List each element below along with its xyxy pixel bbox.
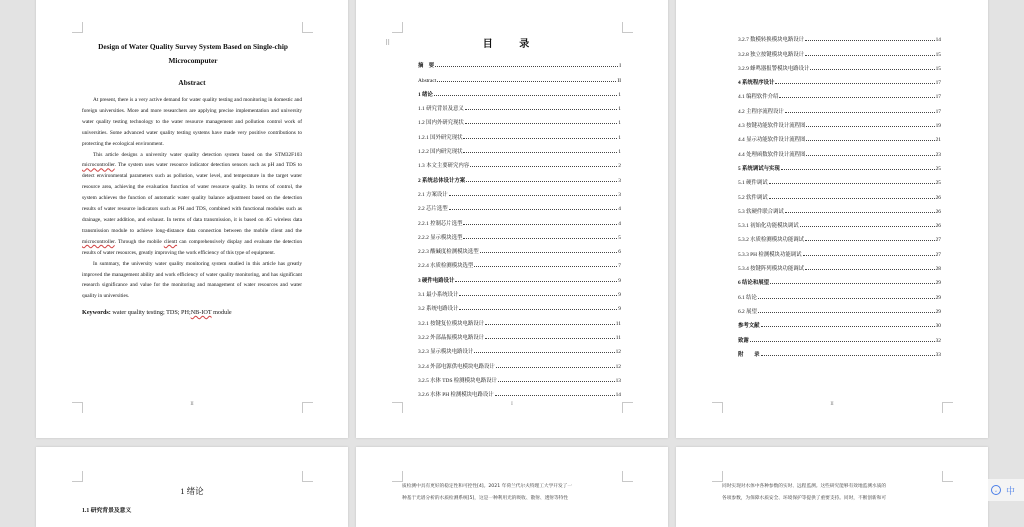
toc-entry-page: 29 [935, 280, 941, 287]
toc-entry-page: 1 [618, 134, 621, 141]
toc-entry-label: 3.2.3 显示模块电路设计 [418, 349, 474, 356]
toc-entry[interactable] [738, 215, 941, 229]
toc-leader-dots [437, 81, 616, 82]
margin-corner-mark [622, 471, 633, 482]
toc-entry[interactable] [738, 286, 941, 300]
toc-leader-dots [463, 238, 617, 239]
page-toc-1 [356, 0, 668, 438]
margin-corner-mark [942, 471, 953, 482]
toc-entry-label: 1.2.1 国外研究现状 [418, 134, 463, 141]
abstract-heading: Abstract [178, 78, 206, 87]
toc-entry-label: 5.3 软硬件联合调试 [738, 208, 784, 215]
toc-entry-page: 15 [935, 65, 941, 72]
toc-entry-page: 17 [935, 94, 941, 101]
spellcheck-flagged-word[interactable]: microcontroller [82, 162, 115, 169]
toc-entry-label: 4 系统程序设计 [738, 80, 775, 87]
toc-leader-dots [805, 40, 935, 41]
toc-leader-dots [758, 312, 935, 313]
toc-entry[interactable] [418, 112, 621, 126]
text-line: 种基于光谱分析的水质检测系统[5]，这是一种利用光的吸收、散射、透射等特性 [402, 495, 569, 501]
toc-entry-page: 9 [618, 277, 621, 284]
toc-entry[interactable] [738, 29, 941, 43]
toc-leader-dots [463, 224, 617, 225]
abstract-paragraph: In summary, the university water quality monitoring system studied in this article has greatly improved the management ability and work efficiency of water quality monitoring, and has significant research significance and value for the monitoring and management of water resources and water quality in universities. [82, 260, 302, 300]
toc-leader-dots [769, 198, 935, 199]
toc-entry-label: 1.2 国内外研究现状 [418, 120, 464, 127]
toc-leader-dots [434, 95, 617, 96]
toc-entry-label: 2.2.1 控制芯片选型 [418, 220, 463, 227]
toc-leader-dots [781, 169, 935, 170]
toc-entry[interactable] [738, 344, 941, 358]
toc-entry[interactable] [738, 172, 941, 186]
toc-entry-label: 1.3 本文主要研究内容 [418, 163, 470, 170]
toc-entry-page: 26 [935, 208, 941, 215]
toc-entry-label: 1.1 研究背景及意义 [418, 106, 464, 113]
toc-leader-dots [435, 66, 618, 67]
toc-leader-dots [465, 109, 617, 110]
toc-entry[interactable] [418, 198, 621, 212]
toc-entry-page: 1 [618, 106, 621, 113]
toc-entry[interactable] [738, 329, 941, 343]
toc-leader-dots [800, 226, 935, 227]
toc-entry-label: 3 硬件电路设计 [418, 277, 455, 284]
toc-entry-label: 1 绪论 [418, 91, 433, 98]
toc-entry-page: 1 [618, 91, 621, 98]
toc-entry[interactable] [418, 341, 621, 355]
toc-entry[interactable] [418, 84, 621, 98]
toc-leader-dots [806, 155, 934, 156]
toc-leader-dots [480, 252, 618, 253]
page-body-text [676, 447, 988, 527]
toc-entry[interactable] [738, 158, 941, 172]
toc-leader-dots [785, 212, 935, 213]
toc-entry-label: 5.1 硬件调试 [738, 180, 768, 187]
toc-entry-page: 26 [935, 223, 941, 230]
toc-leader-dots [485, 324, 615, 325]
toc-entry[interactable] [738, 58, 941, 72]
toc-entry[interactable] [418, 370, 621, 384]
toc-entry-page: 4 [618, 206, 621, 213]
toc-entry[interactable] [738, 186, 941, 200]
toc-leader-dots [805, 55, 935, 56]
toc-entry-page: 7 [618, 263, 621, 270]
text-line: 同时实现对水体中各种参数的实时、远程监测。这些研究能够有效地监测水质的 [722, 484, 887, 489]
toc-leader-dots [803, 255, 935, 256]
toc-list [738, 29, 941, 358]
toc-entry-page: 21 [935, 137, 941, 144]
toc-entry-label: 3.2.5 水体 TDS 检测模块电路设计 [418, 377, 497, 384]
toc-entry[interactable] [418, 227, 621, 241]
toc-entry[interactable] [738, 201, 941, 215]
toc-entry-page: 33 [935, 351, 941, 358]
keywords-label: Keywords: [82, 309, 111, 317]
toc-entry-label: 3.2.4 外部电源供电模块电路设计 [418, 363, 495, 370]
toc-entry[interactable] [418, 355, 621, 369]
toc-leader-dots [775, 83, 934, 84]
document-title: Design of Water Quality Survey System Based on Single-chip Microcomputer [98, 42, 288, 65]
toc-entry-label: 1.2.2 国内研究现状 [418, 149, 463, 156]
toc-leader-dots [806, 140, 934, 141]
text-run: . The system uses water resource indicator detection sensors such as pH and TDS to detect environmental parameters such as pollution, water level, and temperature in the target water resource area, achieving the evaluation function of water resource quality. In terms of control, the system achieves the function of automatic water quality balance adjustment based on the detection results of water resource indicators such as PH and TDS, combined with functional modules such as drainage, water addition, and exhaust. In terms of data transmission, it is based on 4G wireless data transmission module to achieve long-distance data connection between the mobile client and the [82, 162, 302, 234]
toc-entry[interactable] [738, 129, 941, 143]
toc-entry-page: 17 [935, 108, 941, 115]
toc-leader-dots [805, 240, 935, 241]
spellcheck-flagged-word[interactable]: clientt [163, 238, 178, 245]
toc-entry-page: 3 [618, 191, 621, 198]
text-line: 各项参数，为保障水质安全、环境保护等提供了重要支持。同时，不断创新和可 [722, 495, 887, 501]
toc-leader-dots [485, 338, 615, 339]
toc-leader-dots [459, 309, 617, 310]
text-run: This article designs a university water quality detection system based on the STM32F103 [93, 151, 302, 158]
toc-entry-label: 4.1 编程软件介绍 [738, 94, 779, 101]
toc-entry[interactable] [738, 229, 941, 243]
toc-entry-label: 参考文献 [738, 323, 760, 330]
toc-leader-dots [498, 381, 615, 382]
text-run: . Through the mobile [114, 238, 164, 245]
toc-entry-label: 2.2.2 显示模块选型 [418, 234, 463, 241]
page-toc-2 [676, 0, 988, 438]
page-number: I [511, 402, 513, 407]
toc-entry-label: 3.1 最小系统设计 [418, 292, 459, 299]
toc-leader-dots [470, 166, 617, 167]
toc-entry-label: 4.4 显示功能软件设计流程图 [738, 137, 806, 144]
text-line: 质检测中具有更好的稳定性和可控性[4]。2021 年荷兰代尔夫特理工大学开发了一 [402, 484, 573, 489]
toc-leader-dots [455, 281, 617, 282]
toc-entry-label: 5.3.2 水质检测模块功能调试 [738, 237, 805, 244]
toc-entry-page: 19 [935, 123, 941, 130]
toc-entry-label: 3.2.7 数模转换模块电路设计 [738, 37, 805, 44]
keywords-text: module [211, 309, 232, 317]
toc-entry[interactable] [738, 43, 941, 57]
toc-entry-label: 6.1 结论 [738, 294, 757, 301]
toc-leader-dots [465, 123, 617, 124]
toc-entry-label: 2.2 芯片选型 [418, 206, 448, 213]
toc-entry-label: Abstract [418, 77, 437, 84]
toc-entry-label: 2.2.3 酸碱度检测模块选型 [418, 249, 479, 256]
toc-entry-page: 9 [618, 306, 621, 313]
toc-leader-dots [496, 367, 615, 368]
toc-entry-label: 6 结论和展望 [738, 280, 769, 287]
toc-entry-page: 1 [618, 149, 621, 156]
toc-entry[interactable] [738, 86, 941, 100]
toc-entry[interactable] [738, 72, 941, 86]
toc-entry-page: 13 [615, 377, 621, 384]
toc-leader-dots [761, 355, 935, 356]
toc-list [418, 55, 621, 398]
toc-entry-page: 9 [618, 292, 621, 299]
toc-title: 目 录 [482, 39, 542, 50]
margin-corner-mark [302, 471, 313, 482]
toc-entry-page: 25 [935, 180, 941, 187]
toc-entry[interactable] [738, 115, 941, 129]
toc-leader-dots [495, 395, 615, 396]
toc-entry-label: 5.3.1 初始化功能模块调试 [738, 223, 799, 230]
toc-entry-label: 4.3 按键功能软件设计流程图 [738, 123, 806, 130]
toc-leader-dots [785, 112, 935, 113]
ime-indicator[interactable] [988, 479, 1024, 501]
toc-entry[interactable] [418, 269, 621, 283]
toc-entry-page: 14 [935, 37, 941, 44]
toc-entry-label: 5.3.4 按键阵列模块功能调试 [738, 266, 805, 273]
toc-entry[interactable] [418, 384, 621, 398]
spellcheck-flagged-word[interactable]: NB-IOT [190, 309, 212, 317]
chapter-heading: 1 绪论 [180, 486, 204, 496]
toc-entry-page: 5 [618, 234, 621, 241]
toc-entry[interactable] [418, 98, 621, 112]
section-heading: 1.1 研究背景及意义 [82, 508, 132, 514]
toc-entry-page: 23 [935, 151, 941, 158]
toc-entry[interactable] [418, 126, 621, 140]
toc-entry-page: 3 [618, 177, 621, 184]
toc-entry-page: 12 [615, 363, 621, 370]
toc-entry-label: 2.1 方案设计 [418, 191, 448, 198]
toc-leader-dots [770, 283, 935, 284]
page-chapter-1 [36, 447, 348, 527]
margin-corner-mark [72, 22, 83, 33]
toc-entry[interactable] [418, 169, 621, 183]
toc-leader-dots [463, 138, 617, 139]
toc-entry-page: I [619, 63, 621, 70]
toc-entry[interactable] [738, 315, 941, 329]
toc-entry-label: 附 录 [738, 351, 760, 358]
toc-leader-dots [750, 341, 935, 342]
toc-entry-page: 25 [935, 165, 941, 172]
toc-entry-page: 26 [935, 194, 941, 201]
margin-corner-mark [72, 471, 83, 482]
toc-entry-label: 2.2.4 水质检测模块选型 [418, 263, 474, 270]
toc-entry[interactable] [418, 212, 621, 226]
toc-entry-page: 32 [935, 337, 941, 344]
toc-entry-label: 3.2.9 蜂鸣器报警模块电路设计 [738, 65, 810, 72]
toc-entry-label: 3.2 系统电路设计 [418, 306, 459, 313]
toc-entry[interactable] [418, 184, 621, 198]
text-run: can comprehensively display and evaluate the detection results of water resources, greatly improving the work efficiency of this type of equipment. [82, 238, 302, 256]
toc-entry-page: 17 [935, 80, 941, 87]
toc-entry[interactable] [418, 241, 621, 255]
toc-entry-page: 29 [935, 308, 941, 315]
keywords-line [82, 308, 302, 319]
toc-entry[interactable] [418, 141, 621, 155]
toc-entry[interactable] [738, 258, 941, 272]
abstract-paragraph: At present, there is a very active demand for water quality testing and monitoring in domestic and foreign universities. More and more researchers are applying precise implementation and university water quality testing technology to the water resource management and pollution control work of universities. Some advanced water quality testing systems have made very positive contributions to protecting the ecological environment. [82, 97, 302, 147]
toc-entry-label: 5.3.3 PH 检测模块功能调试 [738, 251, 802, 258]
toc-entry-label: 3.2.2 外部晶振模块电路设计 [418, 334, 485, 341]
toc-entry[interactable] [418, 312, 621, 326]
toc-entry[interactable] [738, 100, 941, 114]
toc-entry[interactable] [738, 301, 941, 315]
toc-entry-page: 11 [615, 320, 621, 327]
toc-entry-page: 29 [935, 294, 941, 301]
spellcheck-flagged-word[interactable]: microcontroller [82, 238, 115, 245]
toc-leader-dots [805, 269, 935, 270]
toc-leader-dots [769, 183, 935, 184]
toc-entry-label: 3.2.8 独立按键模块电路设计 [738, 51, 805, 58]
toc-entry-page: 6 [618, 249, 621, 256]
toc-entry[interactable] [418, 255, 621, 269]
toc-entry-page: 12 [615, 349, 621, 356]
page-number: II [190, 402, 194, 407]
page-number: II [830, 402, 834, 407]
toc-entry-page: 15 [935, 51, 941, 58]
toc-entry-page: 27 [935, 251, 941, 258]
margin-corner-mark [622, 22, 633, 33]
toc-entry-label: 5.2 软件调试 [738, 194, 768, 201]
margin-corner-mark [302, 22, 313, 33]
ime-language-toggle[interactable]: 中 [1006, 486, 1016, 497]
toc-entry-page: 30 [935, 323, 941, 330]
body-text[interactable] [722, 481, 942, 504]
toc-entry-label: 5 系统调试与实现 [738, 165, 780, 172]
toc-entry-label: 6.2 展望 [738, 308, 757, 315]
toc-entry-label: 4.4 处理函数软件设计流程图 [738, 151, 806, 158]
toc-entry[interactable] [418, 327, 621, 341]
toc-entry-page: 2 [618, 163, 621, 170]
abstract-paragraph [82, 150, 302, 259]
toc-entry-label: 3.2.1 按键复位模块电路设计 [418, 320, 485, 327]
toc-leader-dots [474, 266, 617, 267]
abstract-body[interactable] [82, 95, 302, 319]
toc-entry[interactable] [738, 143, 941, 157]
toc-leader-dots [474, 352, 614, 353]
toc-entry-page: 1 [618, 120, 621, 127]
toc-entry[interactable] [418, 298, 621, 312]
drag-handle-icon[interactable]: ⠿ [385, 39, 390, 47]
page-body-text [356, 447, 668, 527]
toc-entry[interactable] [738, 243, 941, 257]
keywords-text: water quality testing; TDS; PH; [110, 309, 191, 317]
toc-leader-dots [449, 209, 618, 210]
toc-leader-dots [761, 326, 935, 327]
toc-leader-dots [810, 69, 934, 70]
toc-entry-page: 4 [618, 220, 621, 227]
toc-leader-dots [466, 181, 617, 182]
toc-entry-page: 11 [615, 334, 621, 341]
toc-entry-label: 摘 要 [418, 63, 435, 70]
toc-entry-label: 2 系统总体设计方案 [418, 177, 466, 184]
toc-entry-label: 致谢 [738, 337, 749, 344]
toc-entry-label: 3.2.6 水体 PH 检测模块电路设计 [418, 392, 494, 399]
toc-entry-page: 27 [935, 237, 941, 244]
toc-leader-dots [459, 295, 617, 296]
toc-leader-dots [758, 298, 935, 299]
toc-leader-dots [463, 152, 617, 153]
toc-entry[interactable] [418, 69, 621, 83]
toc-entry-page: II [617, 77, 621, 84]
toc-entry-page: 14 [615, 392, 621, 399]
ime-logo-icon[interactable]: ⌣ [991, 485, 1001, 495]
toc-entry[interactable] [738, 272, 941, 286]
toc-entry[interactable] [418, 155, 621, 169]
toc-entry[interactable] [418, 55, 621, 69]
page-abstract [36, 0, 348, 438]
toc-leader-dots [779, 97, 934, 98]
toc-entry[interactable] [418, 284, 621, 298]
body-text[interactable] [402, 481, 622, 504]
toc-leader-dots [449, 195, 618, 196]
toc-entry-page: 28 [935, 266, 941, 273]
toc-entry-label: 4.2 主程序流程设计 [738, 108, 784, 115]
margin-corner-mark [392, 22, 403, 33]
toc-leader-dots [806, 126, 934, 127]
